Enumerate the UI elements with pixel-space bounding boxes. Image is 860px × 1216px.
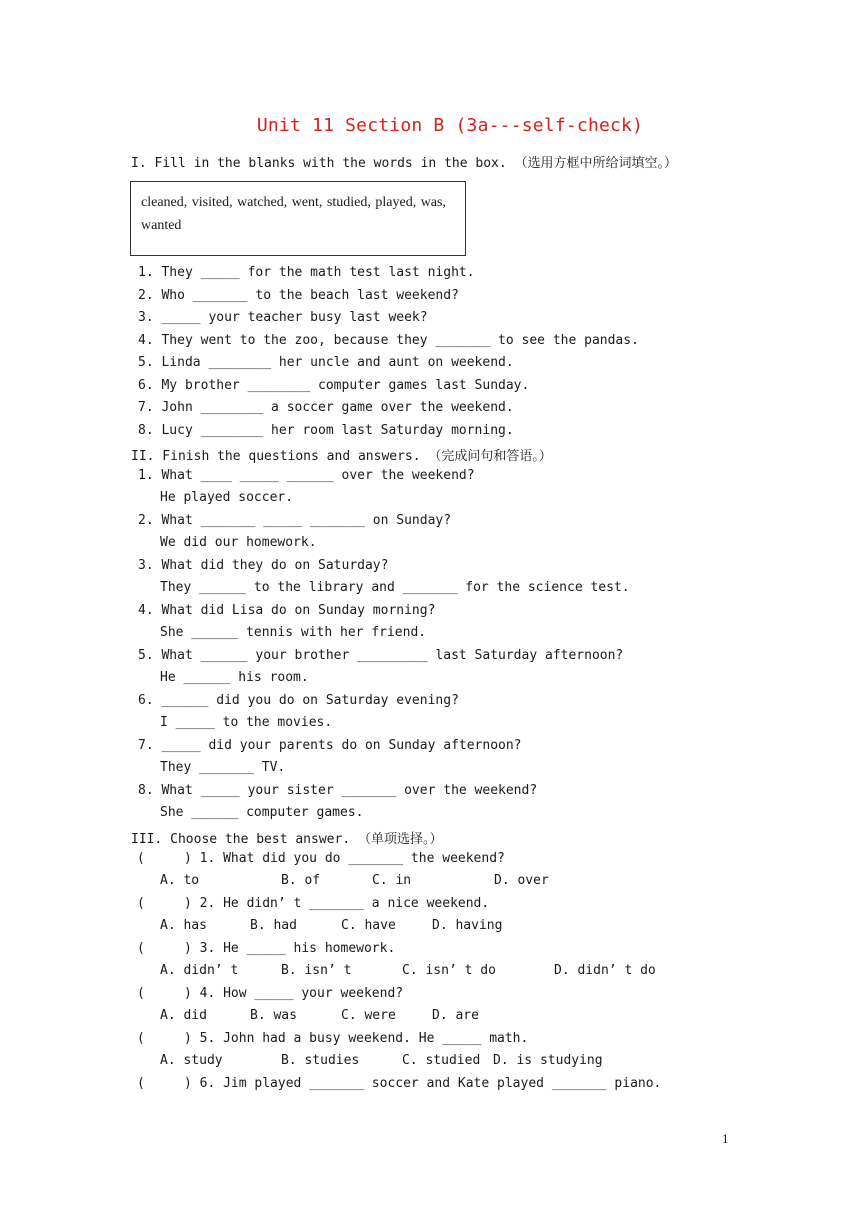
qa-answer-6: I _____ to the movies. [160, 715, 333, 730]
mc-1-option-a: A. to [160, 873, 200, 888]
fill-item-2: 2. Who _______ to the beach last weekend? [138, 288, 459, 303]
mc-question-5: ( ) 5. John had a busy weekend. He _____ math. [137, 1031, 529, 1046]
mc-question-3: ( ) 3. He _____ his homework. [137, 941, 396, 956]
qa-question-5: 5. What ______ your brother _________ last Saturday afternoon? [138, 648, 624, 663]
mc-1-option-b: B. of [281, 873, 321, 888]
mc-4-option-c: C. were [341, 1008, 396, 1023]
section-1-heading: I. Fill in the blanks with the words in the box. （选用方框中所给词填空。） [131, 156, 678, 171]
qa-answer-5: He ______ his room. [160, 670, 309, 685]
fill-item-1: 1. They _____ for the math test last night. [138, 265, 475, 280]
qa-question-6: 6. ______ did you do on Saturday evening? [138, 693, 459, 708]
mc-1-option-d: D. over [494, 873, 549, 888]
mc-5-option-a: A. study [160, 1053, 223, 1068]
mc-4-option-a: A. did [160, 1008, 207, 1023]
mc-3-option-a: A. didn’ t [160, 963, 239, 978]
section-2-heading: II. Finish the questions and answers. （完成问句和答语。） [131, 449, 552, 464]
word-box: cleaned, visited, watched, went, studied, played, was, wanted [130, 181, 466, 256]
fill-item-6: 6. My brother ________ computer games last Sunday. [138, 378, 530, 393]
mc-4-option-d: D. are [432, 1008, 479, 1023]
qa-answer-2: We did our homework. [160, 535, 317, 550]
page-number: 1 [722, 1131, 729, 1146]
mc-question-6: ( ) 6. Jim played _______ soccer and Kate played _______ piano. [137, 1076, 662, 1091]
qa-question-2: 2. What _______ _____ _______ on Sunday? [138, 513, 452, 528]
worksheet-title: Unit 11 Section B (3a---self-check) [256, 115, 644, 136]
mc-5-option-c: C. studied [402, 1053, 481, 1068]
qa-question-3: 3. What did they do on Saturday? [138, 558, 389, 573]
mc-question-1: ( ) 1. What did you do _______ the weekend? [137, 851, 505, 866]
qa-question-7: 7. _____ did your parents do on Sunday afternoon? [138, 738, 522, 753]
fill-item-5: 5. Linda ________ her uncle and aunt on weekend. [138, 355, 514, 370]
mc-3-option-d: D. didn’ t do [554, 963, 656, 978]
mc-5-option-b: B. studies [281, 1053, 360, 1068]
qa-answer-1: He played soccer. [160, 490, 294, 505]
qa-answer-7: They _______ TV. [160, 760, 286, 775]
mc-2-option-a: A. has [160, 918, 207, 933]
mc-5-option-d: D. is studying [493, 1053, 603, 1068]
mc-question-2: ( ) 2. He didn’ t _______ a nice weekend. [137, 896, 490, 911]
mc-2-option-c: C. have [341, 918, 396, 933]
qa-answer-8: She ______ computer games. [160, 805, 364, 820]
section-3-heading: III. Choose the best answer. （单项选择。） [131, 832, 443, 847]
qa-question-4: 4. What did Lisa do on Sunday morning? [138, 603, 436, 618]
fill-item-3: 3. _____ your teacher busy last week? [138, 310, 428, 325]
mc-question-4: ( ) 4. How _____ your weekend? [137, 986, 404, 1001]
fill-item-4: 4. They went to the zoo, because they _______ to see the pandas. [138, 333, 639, 348]
qa-question-1: 1. What ____ _____ ______ over the weekend? [138, 468, 475, 483]
mc-2-option-d: D. having [432, 918, 503, 933]
fill-item-7: 7. John ________ a soccer game over the weekend. [138, 400, 514, 415]
qa-answer-3: They ______ to the library and _______ for the science test. [160, 580, 630, 595]
mc-1-option-c: C. in [372, 873, 412, 888]
mc-2-option-b: B. had [250, 918, 297, 933]
mc-4-option-b: B. was [250, 1008, 297, 1023]
mc-3-option-c: C. isn’ t do [402, 963, 496, 978]
fill-item-8: 8. Lucy ________ her room last Saturday morning. [138, 423, 514, 438]
mc-3-option-b: B. isn’ t [281, 963, 352, 978]
qa-answer-4: She ______ tennis with her friend. [160, 625, 427, 640]
qa-question-8: 8. What _____ your sister _______ over the weekend? [138, 783, 538, 798]
